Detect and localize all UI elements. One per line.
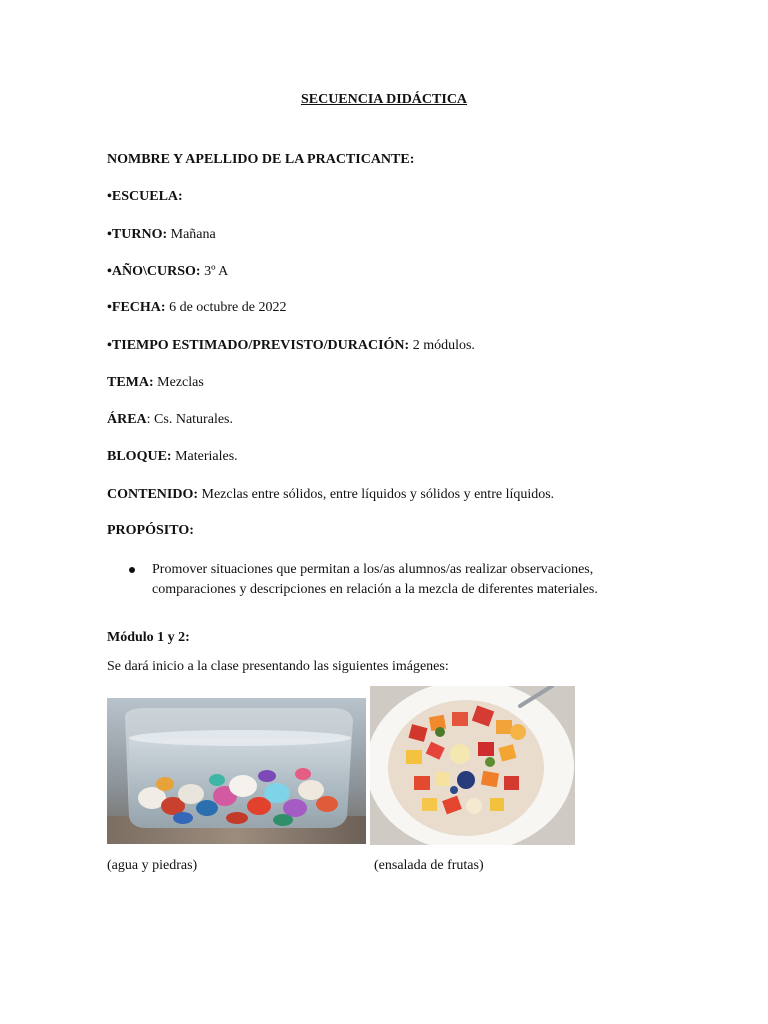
field-label: BLOQUE: (107, 449, 172, 464)
document-title: SECUENCIA DIDÁCTICA (300, 92, 468, 107)
field-label: NOMBRE Y APELLIDO DE LA PRACTICANTE: (107, 152, 415, 167)
field-value: 6 de octubre de 2022 (165, 300, 287, 315)
field-label: •FECHA: (107, 300, 166, 315)
field-value: : Cs. Naturales. (146, 412, 233, 427)
field-purpose (107, 523, 194, 539)
field-label: •TIEMPO ESTIMADO/PREVISTO/DURACIÓN: (107, 338, 410, 353)
module-heading-text: Módulo 1 y 2: (107, 630, 190, 645)
field-value: 2 módulos. (409, 338, 475, 353)
field-content (107, 487, 554, 503)
field-value: 3º A (200, 264, 229, 279)
field-duration (107, 338, 475, 354)
intro-text: Se dará inicio a la clase presentando las siguientes imágenes: (107, 659, 449, 674)
field-value: Mezclas (153, 375, 204, 390)
module-heading (107, 630, 190, 646)
field-topic (107, 375, 204, 391)
field-date (107, 300, 287, 316)
field-course (107, 264, 228, 280)
field-label: TEMA: (107, 375, 154, 390)
field-area (107, 412, 233, 428)
field-value: Materiales. (171, 449, 238, 464)
fruit-salad-photo-icon (370, 686, 575, 845)
field-label: •TURNO: (107, 227, 168, 242)
field-label: CONTENIDO: (107, 487, 199, 502)
bullet-icon (129, 567, 135, 573)
field-student-name (107, 152, 414, 168)
caption-fruit-salad: (ensalada de frutas) (374, 858, 484, 873)
purpose-list (107, 560, 647, 600)
purpose-text: Promover situaciones que permitan a los/as alumnos/as realizar observaciones, comparaciones y descripciones en relación a la mezcla de diferentes materiales. (152, 562, 598, 597)
field-value: Mezclas entre sólidos, entre líquidos y sólidos y entre líquidos. (198, 487, 555, 502)
field-shift (107, 227, 216, 243)
field-school (107, 189, 183, 205)
field-label: •ESCUELA: (107, 189, 183, 204)
water-and-stones-photo-icon (107, 698, 366, 844)
caption-water-and-stones: (agua y piedras) (107, 858, 198, 873)
field-block (107, 449, 238, 465)
field-label: •AÑO\CURSO: (107, 264, 201, 279)
field-label: ÁREA (107, 412, 147, 427)
field-value: Mañana (167, 227, 216, 242)
list-item (107, 560, 647, 600)
field-label: PROPÓSITO: (107, 523, 194, 538)
